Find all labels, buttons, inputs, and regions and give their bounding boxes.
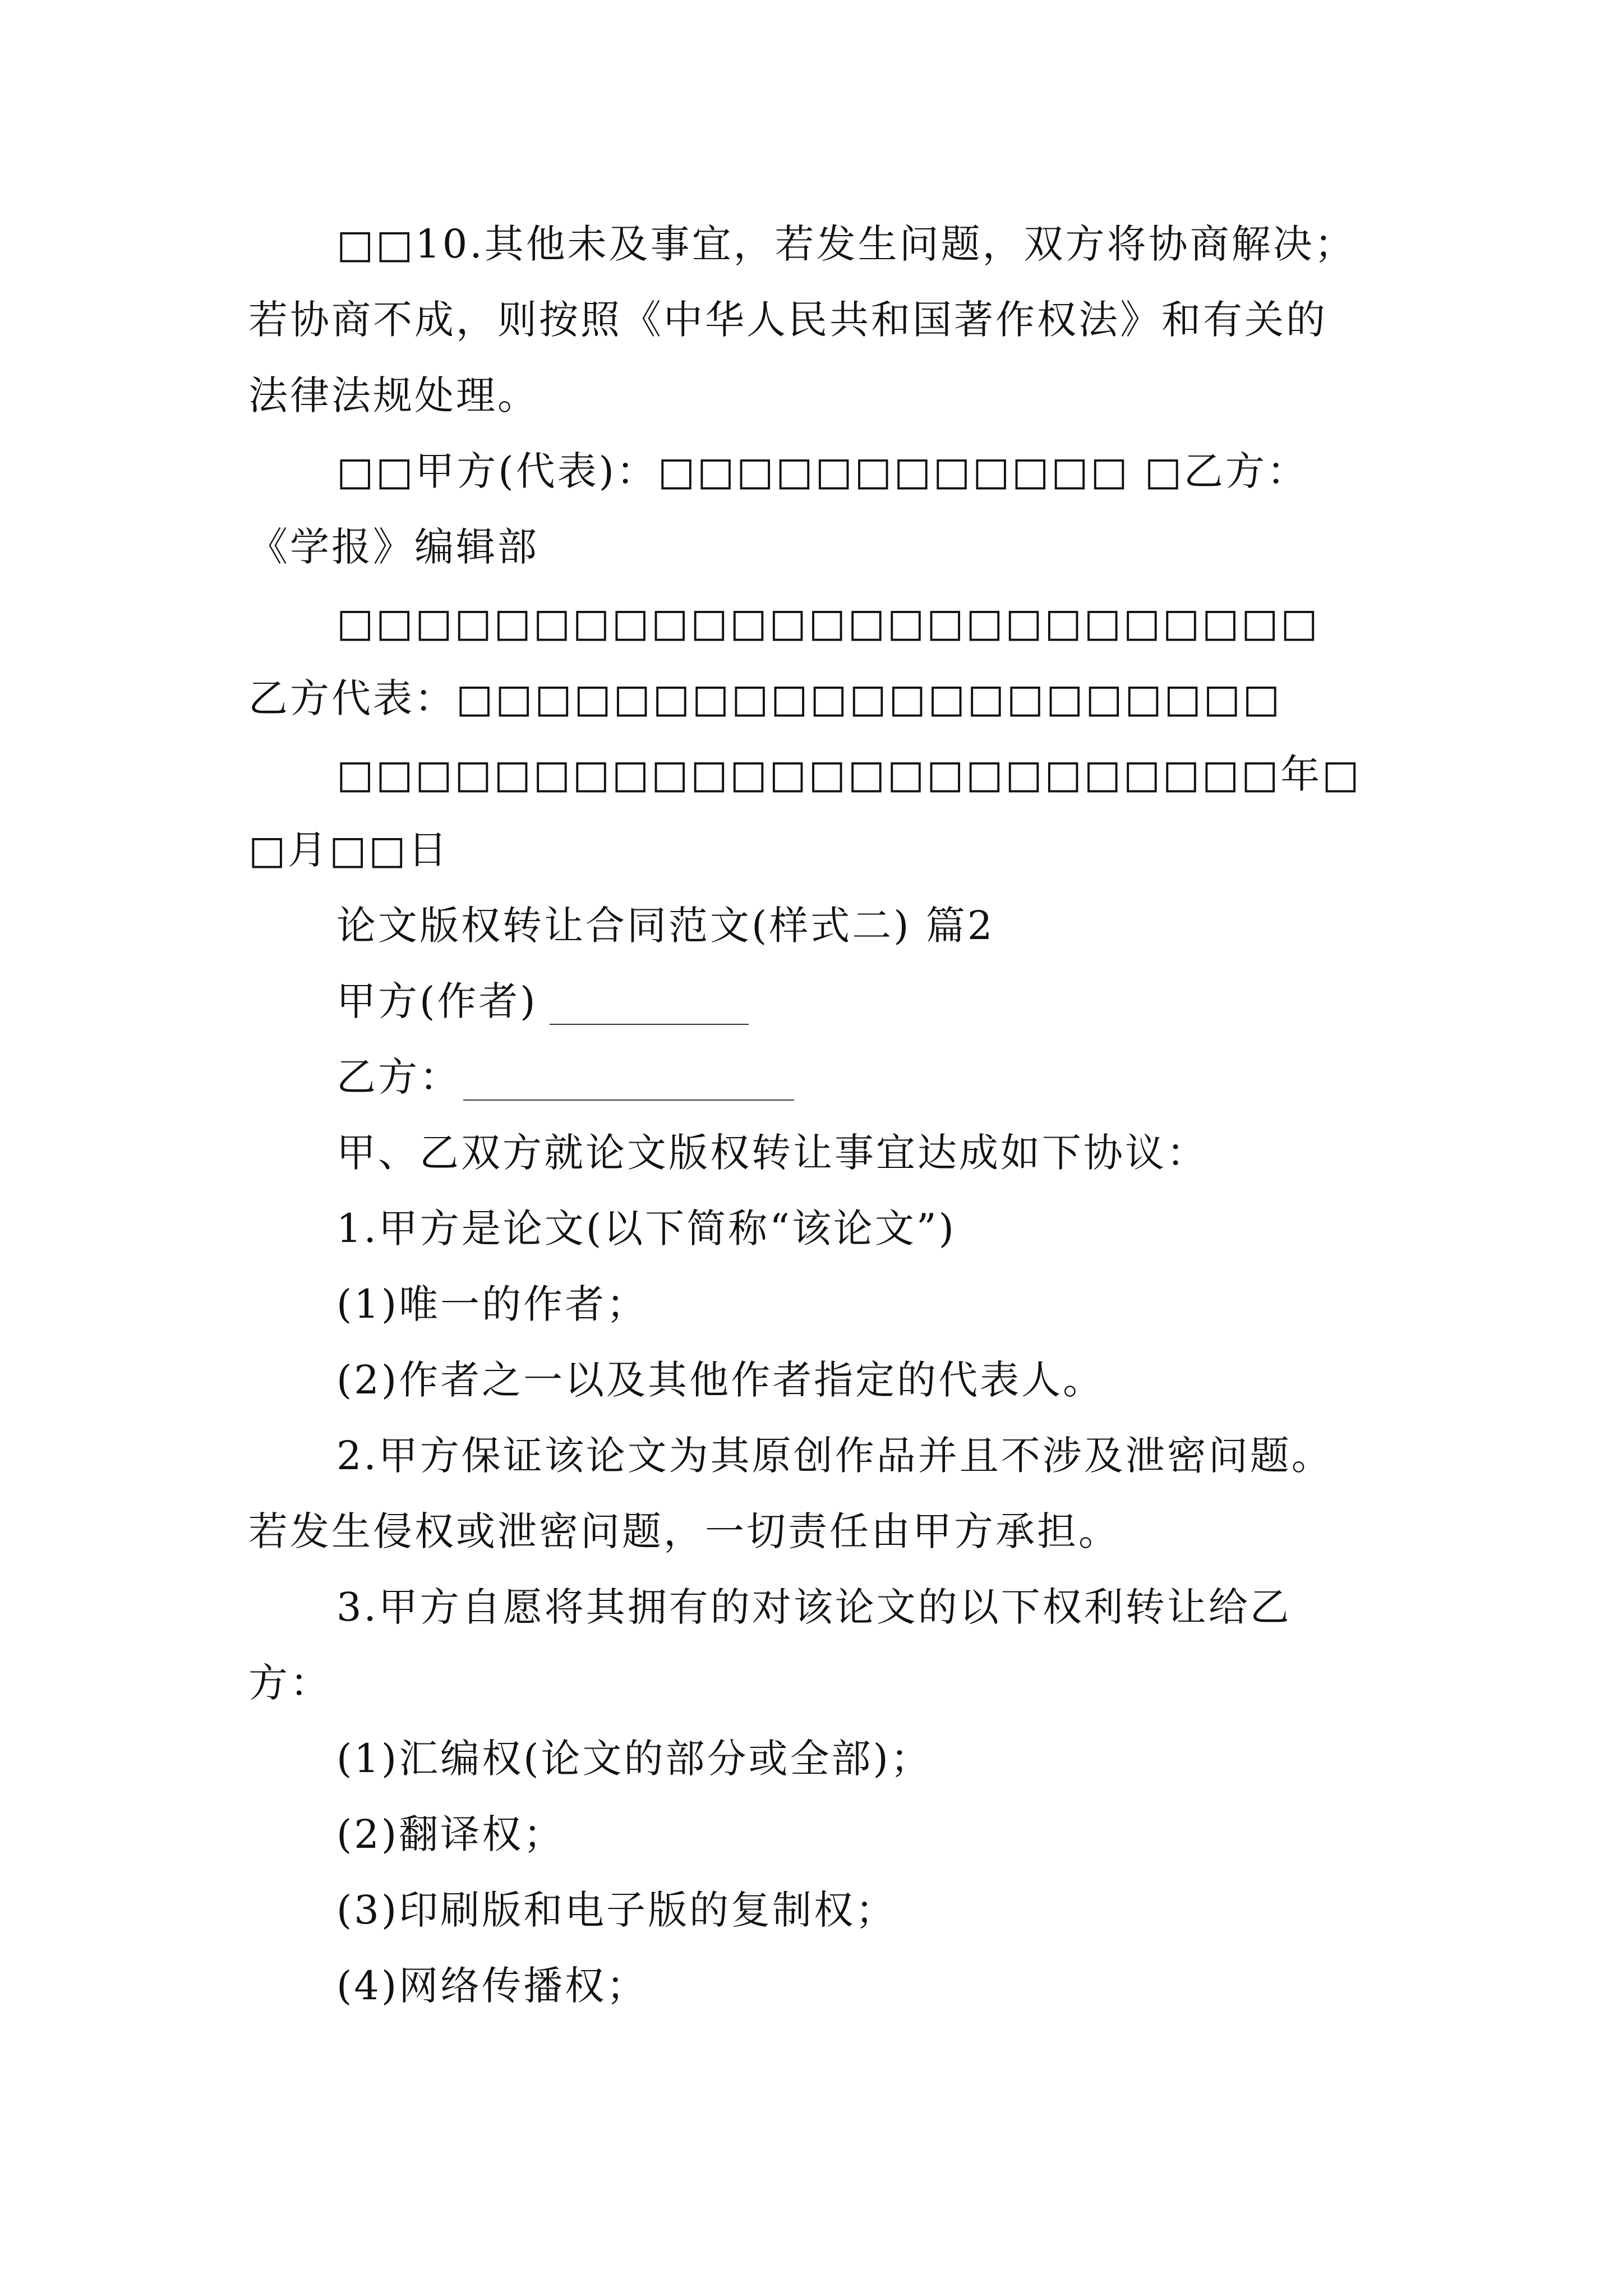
clause-2-line-1: 2.甲方保证该论文为其原创作品并且不涉及泄密问题。 <box>336 1433 1333 1479</box>
signature-date-line-2: □月□□日 <box>248 827 450 873</box>
agreement-intro: 甲、乙双方就论文版权转让事宜达成如下协议： <box>336 1130 1208 1176</box>
clause-3-line-1: 3.甲方自愿将其拥有的对该论文的以下权利转让给乙 <box>336 1584 1292 1630</box>
clause-1-item-2: (2)作者之一以及其他作者指定的代表人。 <box>336 1357 1105 1403</box>
signature-party-b-representative: 乙方代表：□□□□□□□□□□□□□□□□□□□□□ <box>248 675 1282 721</box>
clause-1: 1.甲方是论文(以下简称“该论文”) <box>336 1205 956 1251</box>
signature-party-b-name: 《学报》编辑部 <box>248 524 539 570</box>
clause-2-line-2: 若发生侵权或泄密问题，一切责任由甲方承担。 <box>248 1508 1120 1554</box>
section-title: 论文版权转让合同范文(样式二) 篇2 <box>336 903 995 949</box>
clause-10-line-1: □□10.其他未及事宜，若发生问题，双方将协商解决； <box>336 221 1356 267</box>
party-b-label: 乙方： <box>336 1054 461 1100</box>
signature-blank-line: □□□□□□□□□□□□□□□□□□□□□□□□□ <box>336 600 1320 646</box>
clause-3-item-3: (3)印刷版和电子版的复制权； <box>336 1887 897 1933</box>
party-a-label: 甲方(作者) <box>336 978 538 1024</box>
signature-date-line-1: □□□□□□□□□□□□□□□□□□□□□□□□年□ <box>336 751 1362 797</box>
clause-3-item-1: (1)汇编权(论文的部分或全部)； <box>336 1736 932 1782</box>
clause-10-line-2: 若协商不成，则按照《中华人民共和国著作权法》和有关的 <box>248 297 1327 343</box>
clause-3-line-2: 方： <box>248 1660 331 1706</box>
clause-3-item-4: (4)网络传播权； <box>336 1963 648 2009</box>
party-a-blank <box>550 1024 749 1025</box>
signature-party-a-line: □□甲方(代表)：□□□□□□□□□□□□ □乙方： <box>336 448 1308 494</box>
clause-3-item-2: (2)翻译权； <box>336 1811 565 1857</box>
clause-10-line-3: 法律法规处理。 <box>248 372 539 418</box>
clause-1-item-1: (1)唯一的作者； <box>336 1281 648 1327</box>
party-b-blank <box>463 1099 794 1101</box>
